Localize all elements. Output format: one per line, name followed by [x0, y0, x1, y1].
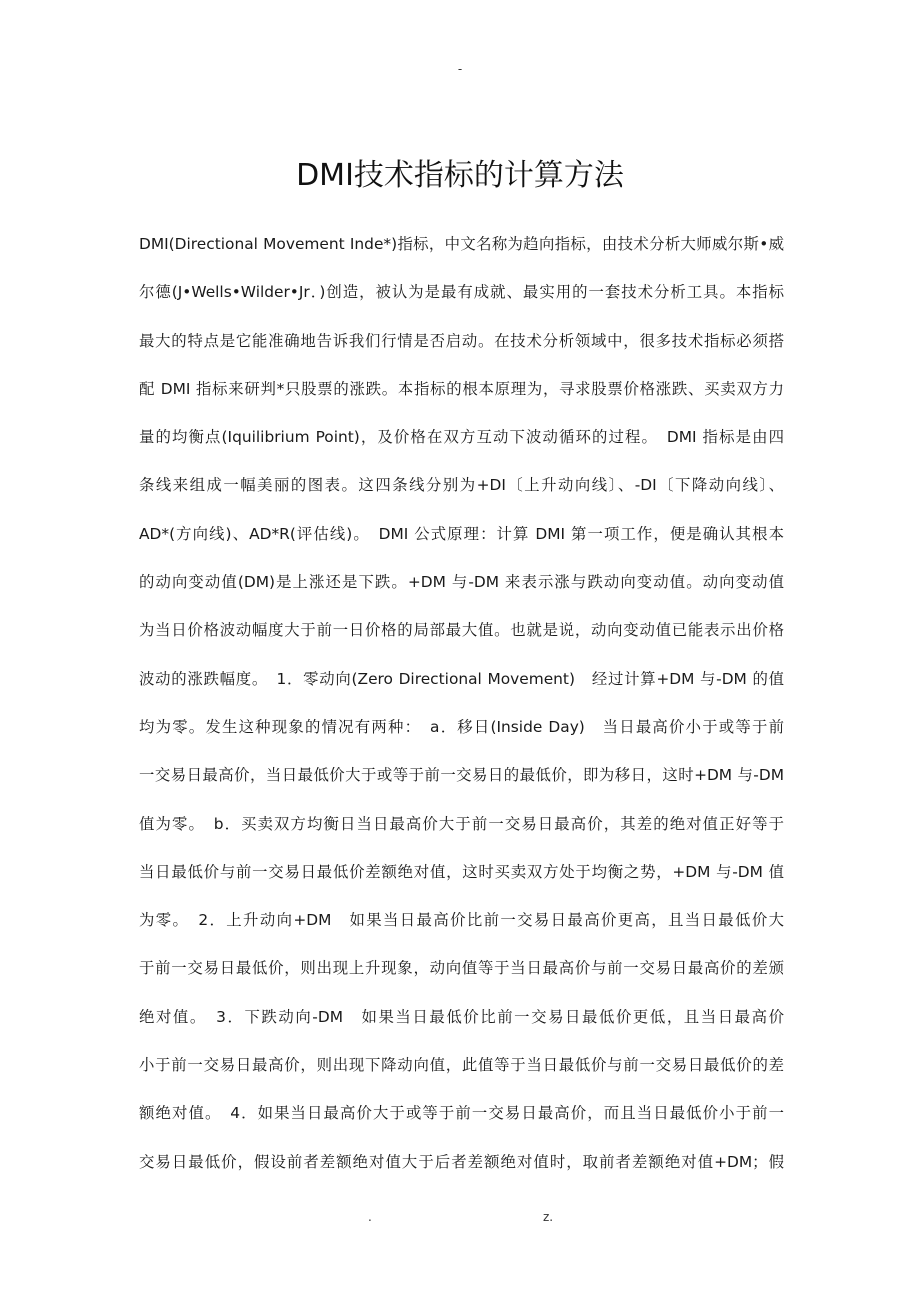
body-line: AD*(方向线)、AD*R(评估线)。 DMI 公式原理：计算 DMI 第一项工作，便是确认其根本 — [139, 524, 784, 543]
body-line: 量的均衡点(Iquilibrium Point)，及价格在双方互动下波动循环的过程。 DMI 指标是由四 — [139, 428, 784, 447]
document-title: DMI技术指标的计算方法 — [296, 158, 624, 193]
body-line: DMI(Directional Movement Inde*)指标，中文名称为趋向指标，由技术分析大师威尔斯•威 — [139, 235, 784, 253]
footer-left-mark: . — [368, 1210, 372, 1224]
body-line: 绝对值。 3．下跌动向-DM 如果当日最低价比前一交易日最低价更低，且当日最高价 — [139, 1007, 784, 1026]
body-line: 小于前一交易日最高价，则出现下降动向值，此值等于当日最低价与前一交易日最低价的差 — [139, 1056, 784, 1075]
body-line: 额绝对值。 4．如果当日最高价大于或等于前一交易日最高价，而且当日最低价小于前一 — [139, 1104, 784, 1123]
body-line: 条线来组成一幅美丽的图表。这四条线分别为+DI〔上升动向线〕、-DI〔下降动向线〕、 — [139, 476, 784, 495]
body-line: 于前一交易日最低价，则出现上升现象，动向值等于当日最高价与前一交易日最高价的差颁 — [139, 959, 784, 978]
body-line: 为零。 2．上升动向+DM 如果当日最高价比前一交易日最高价更高，且当日最低价大 — [139, 911, 784, 930]
body-line: 值为零。 b．买卖双方均衡日当日最高价大于前一交易日最高价，其差的绝对值正好等于 — [139, 814, 784, 833]
body-line: 配 DMI 指标来研判*只股票的涨跌。本指标的根本原理为，寻求股票价格涨跌、买卖双方力 — [139, 379, 784, 398]
body-line: 尔德(J•Wells•Wilder•Jr．)创造，被认为是最有成就、最实用的一套技术分析工具。本指标 — [139, 283, 784, 302]
body-line: 为当日价格波动幅度大于前一日价格的局部最大值。也就是说，动向变动值已能表示出价格 — [139, 621, 784, 640]
body-line: 一交易日最高价，当日最低价大于或等于前一交易日的最低价，即为移日，这时+DM 与-DM — [139, 766, 784, 785]
body-line: 波动的涨跌幅度。 1．零动向(Zero Directional Movement) 经过计算+DM 与-DM 的值 — [139, 669, 784, 688]
body-line: 交易日最低价，假设前者差额绝对值大于后者差额绝对值时，取前者差额绝对值+DM；假 — [139, 1152, 784, 1171]
document-body — [139, 220, 784, 1186]
body-line: 最大的特点是它能准确地告诉我们行情是否启动。在技术分析领域中，很多技术指标必须搭 — [139, 331, 784, 350]
header-mark: - — [457, 62, 463, 76]
body-line: 的动向变动值(DM)是上涨还是下跌。+DM 与-DM 来表示涨与跌动向变动值。动向变动值 — [139, 573, 784, 592]
body-line: 当日最低价与前一交易日最低价差额绝对值，这时买卖双方处于均衡之势，+DM 与-DM 值 — [139, 862, 784, 881]
footer-right-mark: z. — [543, 1210, 554, 1224]
body-line: 均为零。发生这种现象的情况有两种： a．移日(Inside Day) 当日最高价小于或等于前 — [139, 717, 784, 736]
